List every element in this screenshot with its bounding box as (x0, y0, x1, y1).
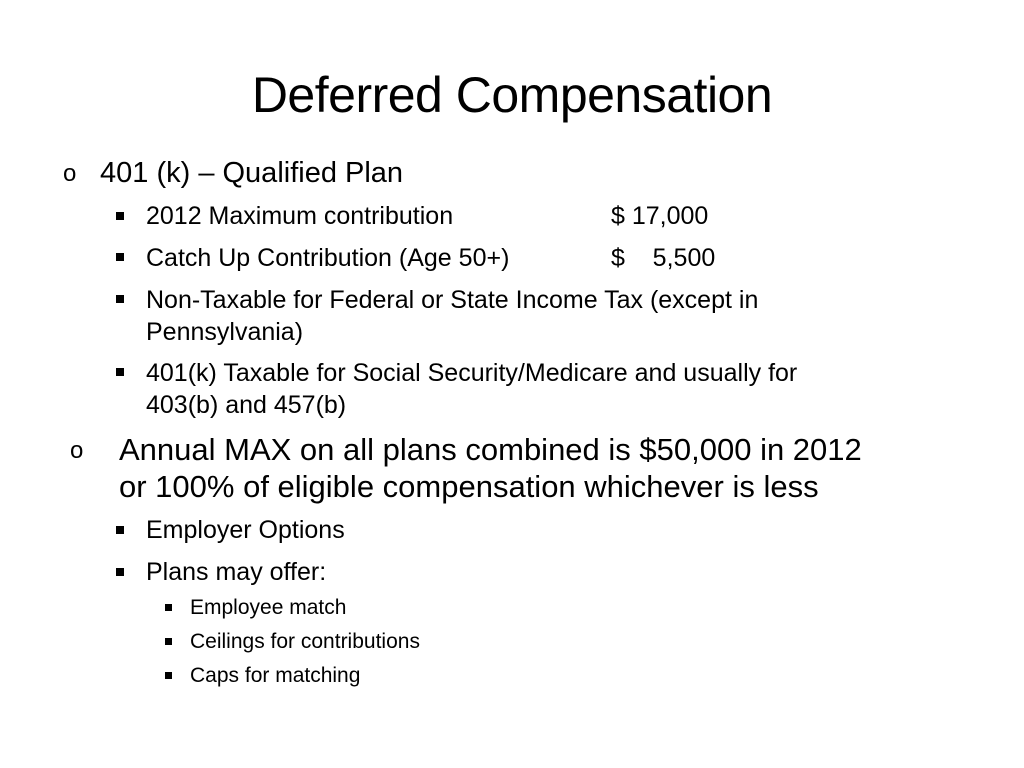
square-bullet-icon (116, 568, 124, 576)
max-contribution-label: 2012 Maximum contribution (146, 202, 454, 230)
square-bullet-icon (165, 672, 172, 679)
sub-bullet-max-contribution (146, 200, 453, 232)
square-bullet-icon (116, 526, 124, 534)
catch-up-contribution-label: Catch Up Contribution (Age 50+) (146, 244, 510, 272)
bullet-401k-qualified-plan: 401 (k) – Qualified Plan (100, 157, 404, 189)
square-bullet-icon (165, 638, 172, 645)
employee-match: Employee match (190, 596, 347, 619)
square-bullet-icon (116, 295, 124, 303)
square-bullet-icon (116, 253, 124, 261)
circle-bullet-icon: o (63, 160, 77, 187)
circle-bullet-icon: o (70, 437, 84, 464)
taxable-line-1: 401(k) Taxable for Social Security/Medicare and usually for (146, 359, 798, 387)
catch-up-contribution-value: $ 5,500 (611, 244, 716, 272)
annual-max-line-2: or 100% of eligible compensation whichever is less (119, 469, 819, 504)
square-bullet-icon (116, 368, 124, 376)
ceilings-for-contributions: Ceilings for contributions (190, 630, 420, 653)
non-taxable-line-2: Pennsylvania) (146, 318, 304, 346)
max-contribution-value: $ 17,000 (611, 202, 709, 230)
employer-options: Employer Options (146, 516, 345, 544)
annual-max-line-1: Annual MAX on all plans combined is $50,000 in 2012 (119, 432, 862, 467)
caps-for-matching: Caps for matching (190, 664, 361, 687)
non-taxable-line-1: Non-Taxable for Federal or State Income Tax (except in (146, 286, 759, 314)
slide-title: Deferred Compensation (251, 67, 773, 123)
taxable-line-2: 403(b) and 457(b) (146, 391, 347, 419)
square-bullet-icon (165, 604, 172, 611)
square-bullet-icon (116, 212, 124, 220)
plans-may-offer: Plans may offer: (146, 558, 327, 586)
